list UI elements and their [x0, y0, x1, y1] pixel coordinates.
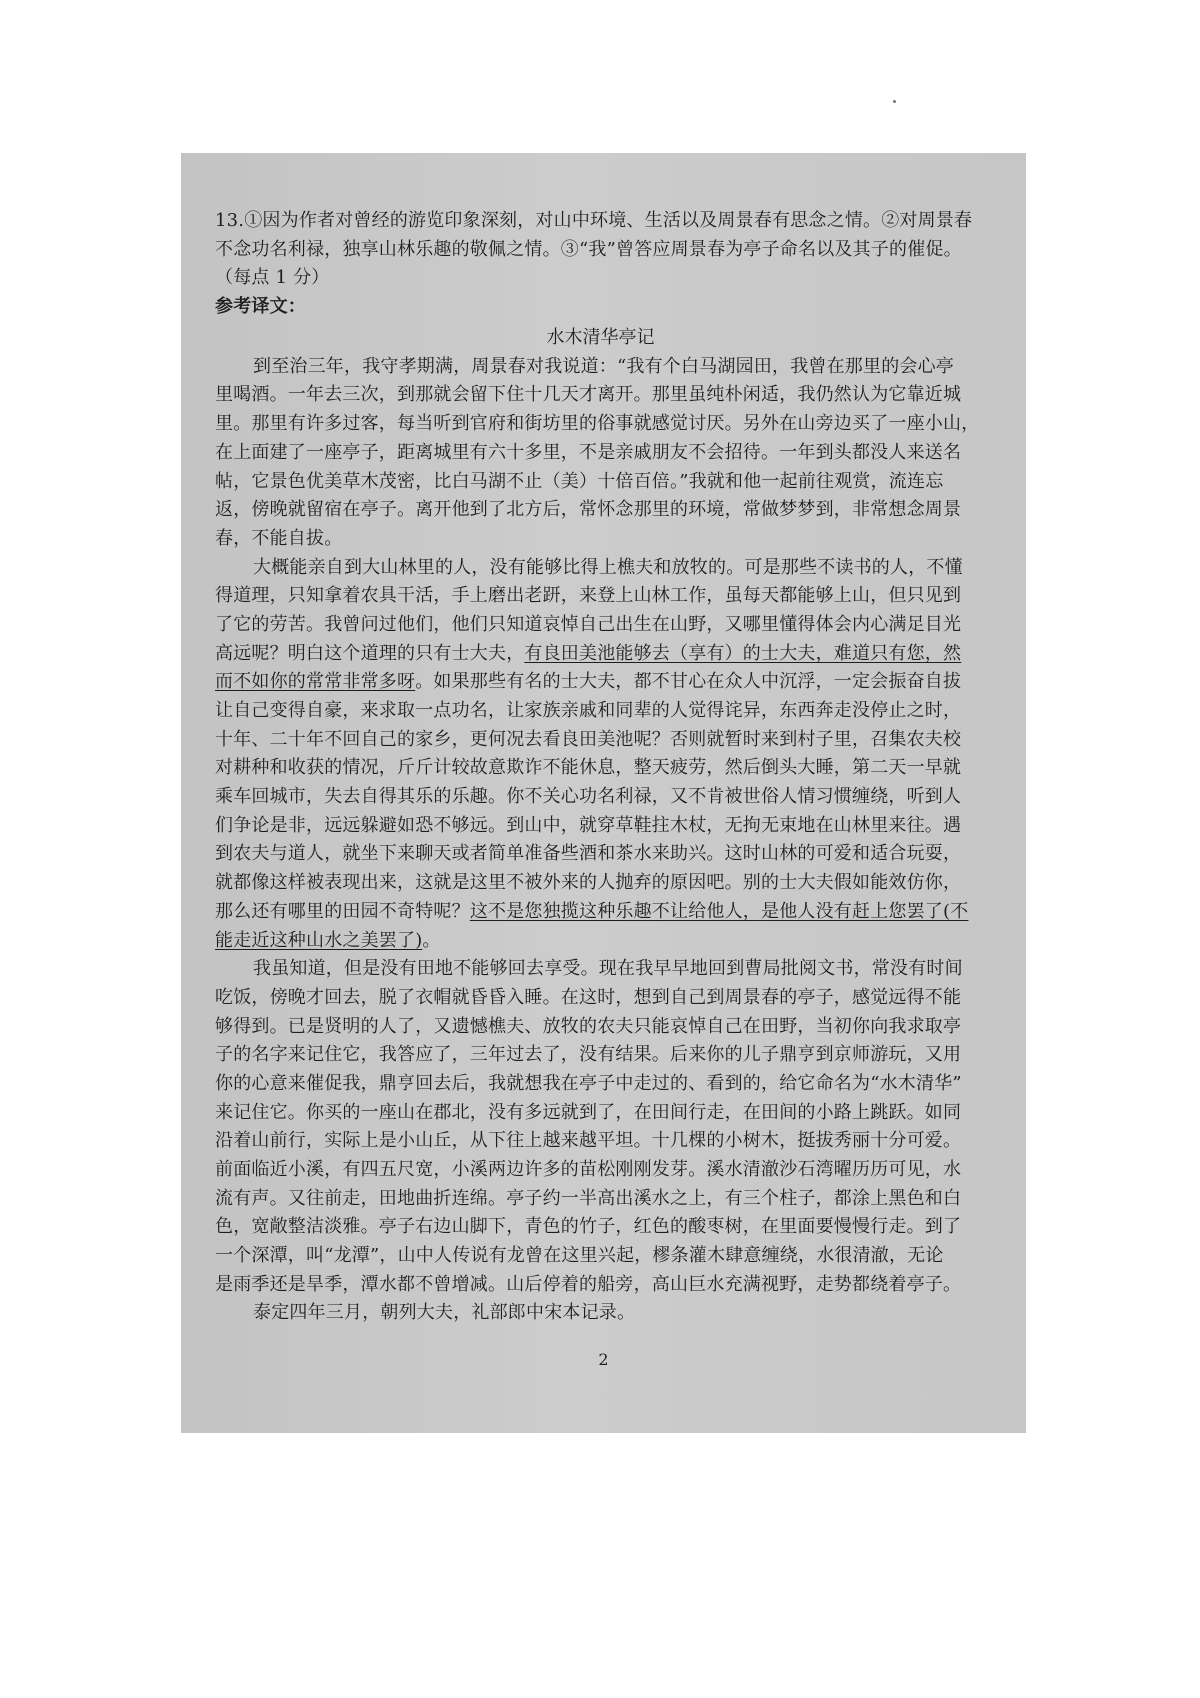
- answer-line: 13.①因为作者对曾经的游览印象深刻，对山中环境、生活以及周景春有思念之情。②对周景春: [215, 210, 973, 231]
- paragraph-line: 里。那里有许多过客，每当听到官府和街坊里的俗事就感觉讨厌。另外在山旁边买了一座小山，: [215, 413, 980, 435]
- paragraph-line: 到至治三年，我守孝期满，周景春对我说道：“我有个白马湖园田，我曾在那里的会心亭: [253, 355, 954, 377]
- paragraph-line: 就都像这样被表现出来，这就是这里不被外来的人抛弃的原因吧。别的士大夫假如能效仿你，: [215, 872, 962, 894]
- paragraph-line: 色，宽敞整洁淡雅。亭子右边山脚下，青色的竹子，红色的酸枣树，在里面要慢慢行走。到了: [215, 1216, 962, 1238]
- closing-line: 泰定四年三月，朝列大夫，礼部郎中宋本记录。: [253, 1302, 636, 1324]
- paragraph-line: 你的心意来催促我，鼎亨回去后，我就想我在亭子中走过的、看到的，给它命名为“水木清华”: [215, 1072, 962, 1094]
- paragraph-line: 大概能亲自到大山林里的人，没有能够比得上樵夫和放牧的。可是那些不读书的人，不懂: [253, 556, 963, 578]
- paragraph-line: 里喝酒。一年去三次，到那就会留下住十几天才离开。那里虽纯朴闲适，我仍然认为它靠近城: [215, 384, 962, 406]
- scan-speck: [893, 100, 896, 103]
- paragraph-line: 帖，它景色优美草木茂密，比白马湖不止（美）十倍百倍。”我就和他一起前往观赏，流连忘: [215, 470, 944, 492]
- paragraph-line: 吃饭，傍晚才回去，脱了衣帽就昏昏入睡。在这时，想到自己到周景春的亭子，感觉远得不能: [215, 986, 962, 1008]
- paragraph-text: 高远呢？明白这个道理的只有士大夫，: [215, 642, 525, 664]
- paragraph-line: [215, 668, 1006, 697]
- paragraph-line: 在上面建了一座亭子，距离城里有六十多里，不是亲戚朋友不会招待。一年到头都没人来送名: [215, 441, 962, 463]
- paragraph-line: 是雨季还是旱季，潭水都不曾增减。山后停着的船旁，高山巨水充满视野，走势都绕着亭子。: [215, 1273, 962, 1295]
- underlined-sentence: 这不是您独揽这种乐趣不让给他人，是他人没有赶上您罢了(不: [469, 900, 969, 922]
- paragraph-line: 到农夫与道人，就坐下来聊天或者简单准备些酒和茶水来助兴。这时山林的可爱和适合玩耍，: [215, 843, 962, 865]
- paragraph-line: 对耕种和收获的情况，斤斤计较故意欺诈不能休息，整天疲劳，然后倒头大睡，第二天一早就: [215, 757, 962, 779]
- paragraph-line: 春，不能自拔。: [215, 527, 343, 549]
- paragraph-line: 来记住它。你买的一座山在郡北，没有多远就到了，在田间行走，在田间的小路上跳跃。如同: [215, 1101, 962, 1123]
- paragraph-line: 够得到。已是贤明的人了，又遗憾樵夫、放牧的农夫只能哀悼自己在田野，当初你向我求取亭: [215, 1015, 962, 1037]
- paragraph-3: [215, 955, 1006, 1328]
- paragraph-line: 子的名字来记住它，我答应了，三年过去了，没有结果。后来你的儿子鼎亨到京师游玩，又用: [215, 1044, 962, 1066]
- translation-label: 参考译文：: [215, 296, 306, 318]
- paragraph-2: [215, 554, 1006, 956]
- paragraph-line: 让自己变得自豪，来求取一点功名，让家族亲戚和同辈的人觉得诧异，东西奔走没停止之时，: [215, 700, 962, 721]
- paragraph-line: [215, 898, 1006, 927]
- paragraph-line: 们争论是非，远远躲避如恐不够远。到山中，就穿草鞋拄木杖，无拘无束地在山林里来往。遇: [215, 814, 962, 836]
- paragraph-line: 得道理，只知拿着农具干活，手上磨出老趼，来登上山林工作，虽每天都能够上山，但只见到: [215, 585, 962, 607]
- paragraph-text: 那么还有哪里的田园不奇特呢？: [215, 900, 470, 922]
- paragraph-line: 一个深潭，叫“龙潭”，山中人传说有龙曾在这里兴起，樛条灌木肆意缠绕，水很清澈，无论: [215, 1245, 944, 1267]
- paragraph-line: 流有声。又往前走，田地曲折连绵。亭子约一半高出溪水之上，有三个柱子，都涂上黑色和白: [215, 1187, 962, 1209]
- essay-title: 水木清华亭记: [546, 326, 655, 348]
- page-number: 2: [598, 1350, 609, 1369]
- paragraph-line: 返，傍晚就留宿在亭子。离开他到了北方后，常怀念那里的环境，常做梦梦到，非常想念周景: [215, 499, 962, 521]
- paragraph-line: 前面临近小溪，有四五尺宽，小溪两边许多的苗松刚刚发芽。溪水清澈沙石湾曜历历可见，水: [215, 1159, 962, 1180]
- answer-section: [215, 207, 1006, 322]
- answer-line: （每点 1 分）: [215, 267, 330, 289]
- scanned-page: [181, 153, 1026, 1433]
- paragraph-line: 了它的劳苦。我曾问过他们，他们只知道哀悼自己出生在山野，又哪里懂得体会内心满足目光: [215, 613, 962, 635]
- answer-line: 不念功名利禄，独享山林乐趣的敬佩之情。③“我”曾答应周景春为亭子命名以及其子的催促。: [215, 238, 962, 260]
- paragraph-text: 。如果那些有名的士大夫，都不甘心在众人中沉浮，一定会振奋自拔: [415, 671, 962, 693]
- paragraph-line: 乘车回城市，失去自得其乐的乐趣。你不关心功名利禄，又不肯被世俗人情习惯缠绕，听到人: [215, 786, 962, 808]
- underlined-sentence: 而不如你的常常非常多呀: [215, 671, 416, 693]
- paragraph-line: 沿着山前行，实际上是小山丘，从下往上越来越平坦。十几棵的小树木，挺拔秀丽十分可爱。: [215, 1130, 962, 1152]
- paragraph-line: [215, 927, 1006, 956]
- paragraph-1: [215, 353, 1006, 554]
- underlined-sentence: 能走近这种山水之美罢了): [215, 929, 423, 951]
- paragraph-line: 我虽知道，但是没有田地不能够回去享受。现在我早早地回到曹局批阅文书，常没有时间: [253, 958, 963, 980]
- paragraph-text: 。: [422, 929, 441, 951]
- paragraph-line: 十年、二十年不回自己的家乡，更何况去看良田美池呢？否则就暂时来到村子里，召集农夫校: [215, 728, 962, 750]
- paragraph-line: [215, 640, 1006, 669]
- underlined-sentence: 有良田美池能够去（享有）的士大夫，难道只有您，然: [524, 642, 962, 664]
